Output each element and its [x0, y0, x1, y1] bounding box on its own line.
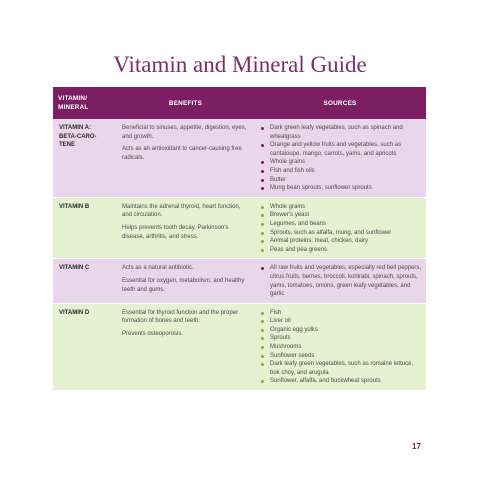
table-header-row — [53, 87, 426, 119]
benefit-text: Essential for thyroid function and the proper formation of bones and teeth. — [122, 309, 239, 325]
vitamin-cell — [53, 119, 117, 197]
header-sources: SOURCES — [254, 87, 426, 119]
benefit-text: Maintains the adrenal thyroid, heart function, and circulation. — [122, 203, 241, 219]
benefits-cell — [117, 259, 254, 303]
source-item: Legumes, and beans — [260, 220, 422, 229]
header-vitamin — [53, 87, 117, 119]
benefit-text: Beneficial to sinuses, appetite, digestion, eyes, and growth. — [122, 125, 247, 140]
source-item: Whole grains — [260, 203, 422, 212]
source-item: Sunflower, alfalfa, and buckwheat sprouts — [260, 377, 422, 386]
source-item: Butter — [260, 176, 422, 185]
sources-list — [260, 264, 422, 298]
benefits-cell — [117, 197, 254, 259]
source-item: Mung bean sprouts, sunflower sprouts — [260, 184, 422, 193]
vitamin-cell — [53, 303, 117, 390]
vitamin-table — [53, 87, 426, 391]
source-item: Dark green leafy vegetables, such as spinach and wheatgrass — [260, 124, 422, 141]
source-item: Fish and fish oils — [260, 167, 422, 176]
vitamin-name: VITAMIN A: — [59, 125, 91, 131]
source-item: Sprouts — [260, 334, 422, 343]
benefit-text: Essential for oxygen, metabolism, and healthy teeth and gums. — [122, 277, 245, 293]
table-row — [53, 119, 426, 197]
source-item: Animal proteins: meat, chicken, dairy — [260, 237, 422, 246]
sources-cell — [254, 197, 426, 259]
vitamin-name: BETA-CARO- — [59, 133, 97, 140]
source-item: Brewer's yeast — [260, 211, 422, 220]
source-item: Fish — [260, 309, 422, 318]
vitamin-name: VITAMIN C — [59, 265, 90, 272]
sources-cell — [254, 119, 426, 197]
benefits-cell — [117, 119, 254, 197]
source-item: Mushrooms — [260, 343, 422, 352]
benefit-text: Acts as an antioxidant to cancer-causing free radicals. — [122, 146, 242, 161]
sources-cell — [254, 259, 426, 303]
vitamin-cell — [53, 197, 117, 259]
source-item: Organic egg yolks — [260, 326, 422, 335]
header-vitamin-line: VITAMIN/ MINERAL — [58, 95, 89, 111]
benefits-cell — [117, 303, 254, 390]
benefit-text: Prevents osteoporosis. — [122, 330, 184, 337]
table-body — [53, 119, 426, 391]
vitamin-cell — [53, 259, 117, 303]
source-item: All raw fruits and vegetables, especially red bell peppers, citrus fruits, berries, broccoli, kohlrabi, spinach, sprouts, yams, tomatoes, onions, green leafy vegetables, and garlic — [260, 264, 422, 298]
header-benefits: BENEFITS — [117, 87, 254, 119]
table-row — [53, 303, 426, 390]
source-item: Sprouts, such as alfalfa, mung, and sunflower — [260, 229, 422, 238]
vitamin-name: TENE — [59, 142, 76, 149]
source-item: Dark leafy green vegetables, such as romaine lettuce, bok choy, and arugula — [260, 360, 422, 377]
sources-list — [260, 124, 422, 193]
sources-cell — [254, 303, 426, 390]
source-item: Liver oil — [260, 317, 422, 326]
vitamin-name: VITAMIN D — [59, 309, 90, 316]
benefit-text: Acts as a natural antibiotic. — [122, 265, 194, 272]
source-item: Whole grains — [260, 158, 422, 167]
table-row — [53, 259, 426, 303]
benefit-text: Helps prevents tooth decay, Parkinson's disease, arthritis, and stress. — [122, 224, 229, 240]
page-title: Vitamin and Mineral Guide — [113, 52, 367, 77]
vitamin-name: VITAMIN B — [59, 203, 90, 210]
source-item: Orange and yellow fruits and vegetables, such as cantaloupe, mango, carrots, yams, and apricots — [260, 141, 422, 158]
source-item: Peas and pea greens — [260, 246, 422, 255]
table-row — [53, 197, 426, 259]
sources-list — [260, 309, 422, 386]
sources-list — [260, 203, 422, 255]
page-number: 17 — [412, 442, 421, 451]
source-item: Sunflower seeds — [260, 352, 422, 361]
